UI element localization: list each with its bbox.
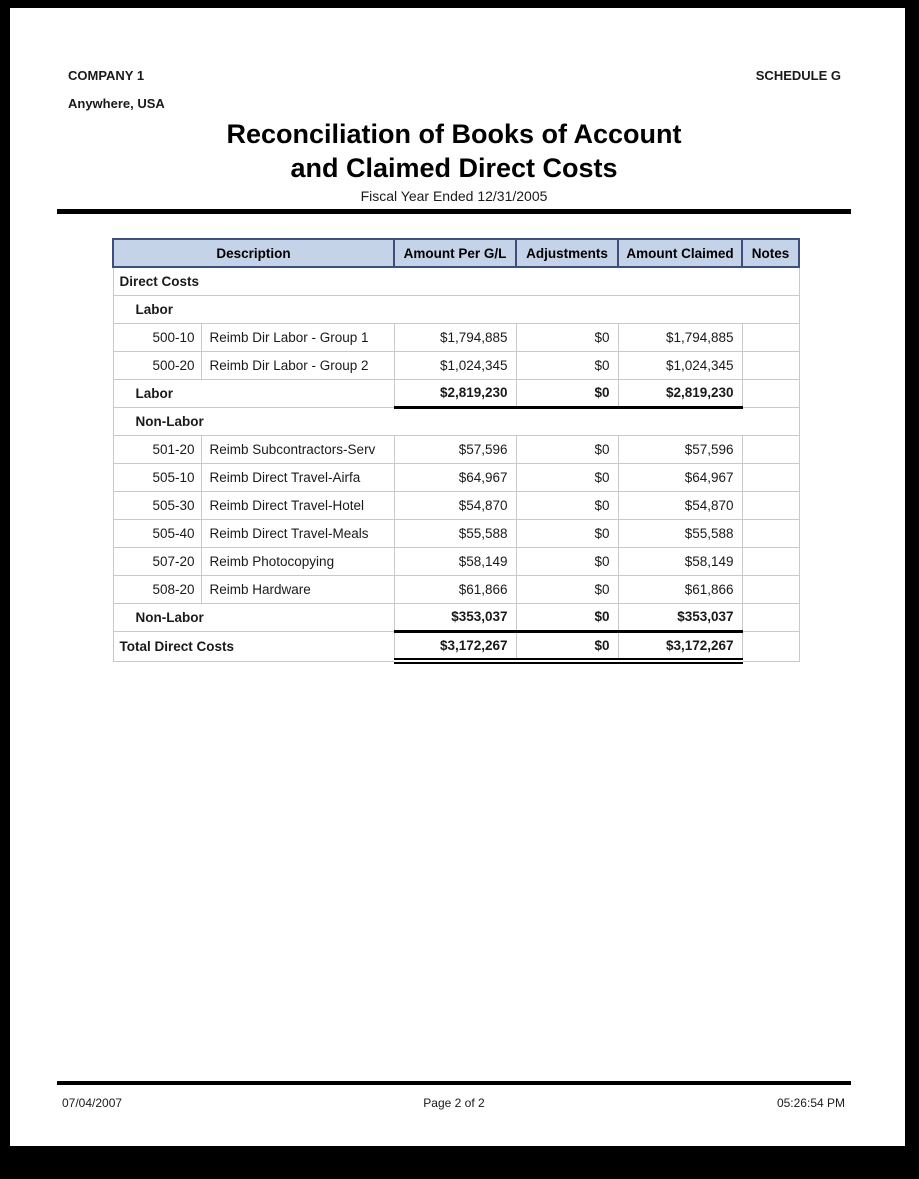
table-row-data (113, 323, 799, 351)
footer-divider-rule (57, 1081, 851, 1085)
table-row-subtotal (113, 379, 799, 407)
amount-per-gl-cell: $2,819,230 (394, 379, 516, 407)
amount-claimed-cell: $54,870 (618, 491, 742, 519)
adjustments-cell: $0 (516, 351, 618, 379)
adjustments-cell: $0 (516, 603, 618, 631)
notes-cell (742, 631, 799, 661)
adjustments-cell: $0 (516, 519, 618, 547)
column-header-notes: Notes (742, 239, 799, 267)
report-title (57, 117, 851, 185)
schedule-label: SCHEDULE G (755, 68, 841, 83)
notes-cell (742, 463, 799, 491)
amount-per-gl-cell: $1,024,345 (394, 351, 516, 379)
amount-claimed-cell: $3,172,267 (618, 631, 742, 661)
description-cell: Reimb Hardware (201, 575, 394, 603)
report-title-line-2: and Claimed Direct Costs (290, 153, 618, 183)
adjustments-cell: $0 (516, 463, 618, 491)
table-row-data (113, 435, 799, 463)
adjustments-cell: $0 (516, 435, 618, 463)
amount-claimed-cell: $64,967 (618, 463, 742, 491)
company-name: COMPANY 1 (68, 68, 145, 83)
description-cell: Reimb Dir Labor - Group 1 (201, 323, 394, 351)
amount-claimed-cell: $2,819,230 (618, 379, 742, 407)
amount-per-gl-cell: $64,967 (394, 463, 516, 491)
notes-cell (742, 323, 799, 351)
table-row-data (113, 547, 799, 575)
amount-claimed-cell: $55,588 (618, 519, 742, 547)
amount-claimed-cell: $61,866 (618, 575, 742, 603)
adjustments-cell: $0 (516, 547, 618, 575)
amount-claimed-cell: $353,037 (618, 603, 742, 631)
amount-per-gl-cell: $58,149 (394, 547, 516, 575)
amount-claimed-cell: $57,596 (618, 435, 742, 463)
section-label: Labor (113, 295, 799, 323)
table-row-section (113, 295, 799, 323)
table-row-data (113, 519, 799, 547)
table-row-total (113, 631, 799, 661)
account-number-cell: 505-40 (113, 519, 201, 547)
amount-claimed-cell: $58,149 (618, 547, 742, 575)
table-row-data (113, 351, 799, 379)
description-cell: Reimb Photocopying (201, 547, 394, 575)
notes-cell (742, 351, 799, 379)
reconciliation-table (112, 238, 800, 664)
notes-cell (742, 379, 799, 407)
header-divider-rule (57, 209, 851, 214)
amount-per-gl-cell: $55,588 (394, 519, 516, 547)
notes-cell (742, 435, 799, 463)
notes-cell (742, 519, 799, 547)
amount-claimed-cell: $1,794,885 (618, 323, 742, 351)
amount-per-gl-cell: $1,794,885 (394, 323, 516, 351)
amount-per-gl-cell: $54,870 (394, 491, 516, 519)
adjustments-cell: $0 (516, 379, 618, 407)
column-header-adjustments: Adjustments (516, 239, 618, 267)
adjustments-cell: $0 (516, 575, 618, 603)
amount-claimed-cell: $1,024,345 (618, 351, 742, 379)
footer-time: 05:26:54 PM (776, 1096, 845, 1110)
section-label: Non-Labor (113, 407, 799, 435)
adjustments-cell: $0 (516, 631, 618, 661)
column-header-description: Description (113, 239, 394, 267)
notes-cell (742, 575, 799, 603)
amount-per-gl-cell: $3,172,267 (394, 631, 516, 661)
account-number-cell: 505-10 (113, 463, 201, 491)
account-number-cell: 500-20 (113, 351, 201, 379)
description-cell: Reimb Dir Labor - Group 2 (201, 351, 394, 379)
account-number-cell: 507-20 (113, 547, 201, 575)
section-label: Direct Costs (113, 267, 799, 295)
description-cell: Reimb Direct Travel-Airfa (201, 463, 394, 491)
account-number-cell: 500-10 (113, 323, 201, 351)
report-table-body (113, 267, 799, 661)
account-number-cell: 508-20 (113, 575, 201, 603)
table-row-subtotal (113, 603, 799, 631)
footer-date: 07/04/2007 (62, 1096, 123, 1110)
amount-per-gl-cell: $61,866 (394, 575, 516, 603)
subtotal-label: Labor (113, 379, 394, 407)
account-number-cell: 501-20 (113, 435, 201, 463)
notes-cell (742, 547, 799, 575)
table-row-data (113, 463, 799, 491)
amount-per-gl-cell: $57,596 (394, 435, 516, 463)
amount-per-gl-cell: $353,037 (394, 603, 516, 631)
description-cell: Reimb Subcontractors-Serv (201, 435, 394, 463)
report-page (10, 8, 905, 1146)
account-number-cell: 505-30 (113, 491, 201, 519)
fiscal-year-subtitle: Fiscal Year Ended 12/31/2005 (360, 188, 548, 204)
company-location: Anywhere, USA (68, 96, 165, 111)
column-header-amount-claimed: Amount Claimed (618, 239, 742, 267)
report-title-line-1: Reconciliation of Books of Account (226, 119, 682, 149)
footer-page-number: Page 2 of 2 (423, 1096, 485, 1110)
table-row-data (113, 491, 799, 519)
table-header-row (113, 239, 799, 267)
adjustments-cell: $0 (516, 323, 618, 351)
table-row-data (113, 575, 799, 603)
column-header-amount-per-gl: Amount Per G/L (394, 239, 516, 267)
description-cell: Reimb Direct Travel-Hotel (201, 491, 394, 519)
subtotal-label: Non-Labor (113, 603, 394, 631)
reconciliation-table-container (112, 238, 800, 664)
notes-cell (742, 603, 799, 631)
description-cell: Reimb Direct Travel-Meals (201, 519, 394, 547)
total-label: Total Direct Costs (113, 631, 394, 661)
notes-cell (742, 491, 799, 519)
adjustments-cell: $0 (516, 491, 618, 519)
table-row-section (113, 267, 799, 295)
table-row-section (113, 407, 799, 435)
